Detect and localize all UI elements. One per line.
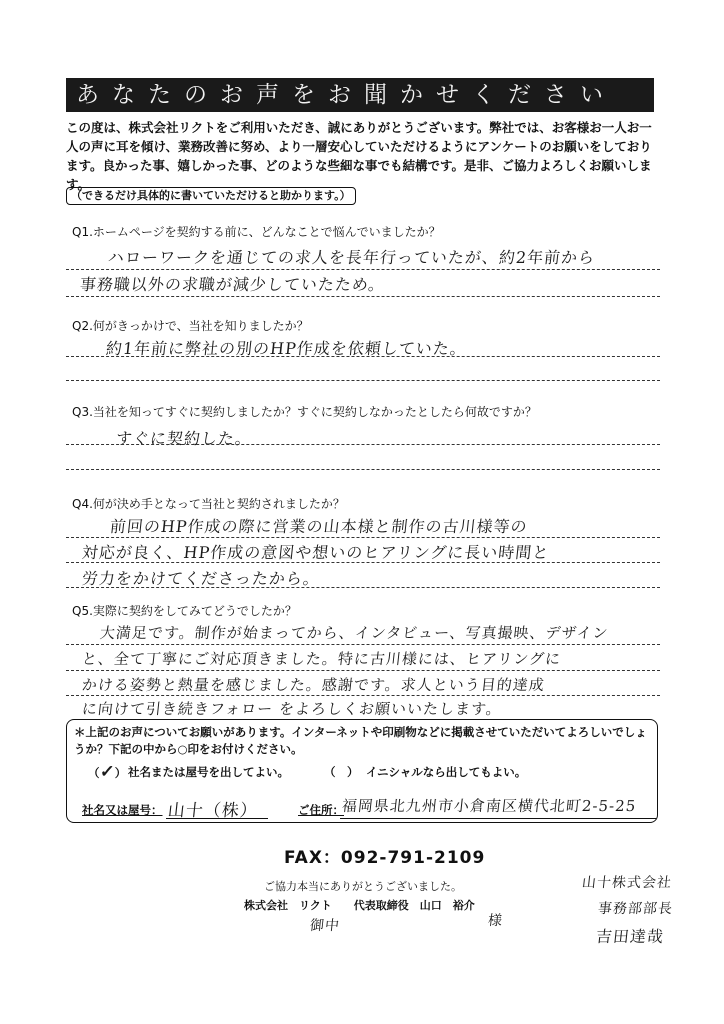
question-1-answer-line-1: ハローワークを通じての求人を長年行っていたが、約2年前から	[106, 248, 597, 267]
question-4-answer-line-2: 対応が良く、HP作成の意図や想いのヒアリングに長い時間と	[80, 543, 551, 562]
company-name-underline	[166, 818, 268, 819]
question-5-answer-line-2: と、全て丁寧にご対応頂きました。特に古川様には、ヒアリングに	[81, 650, 563, 668]
answer-rule	[66, 444, 660, 445]
permission-text: ＊上記のお声についてお願いがあります。インターネットや印刷物などに掲載させていただいてよろしいでしょうか？下記の中から○印をお付けください。	[74, 725, 647, 756]
intro-text: この度は、株式会社リクトをご利用いただき、誠にありがとうございます。弊社では、お客様お一人お一人の声に耳を傾け、業務改善に努め、より一層安心していただけるようにアンケートのお願いをしております。良かった事、嬉しかった事、どのような些細な事でも結構です。是非、ご協力よろしくお願いします。	[66, 120, 652, 192]
answer-rule	[66, 537, 660, 538]
question-4-answer-line-1: 前回のHP作成の際に営業の山本様と制作の古川様等の	[108, 517, 529, 536]
address-label: ご住所：	[298, 803, 344, 817]
signature-title: 事務部部長	[597, 901, 674, 917]
answer-rule	[66, 380, 660, 381]
option-2-checkbox[interactable]: （ ）	[324, 765, 359, 779]
option-1-label: 社名または屋号を出してよい。	[128, 765, 289, 779]
answer-rule	[66, 269, 660, 270]
option-2-label: イニシャルなら出してもよい。	[366, 765, 527, 779]
question-5-answer-line-1: 大満足です。制作が始まってから、インタビュー、写真撮映、デザイン	[99, 624, 610, 642]
question-5-answer-line-3: かける姿勢と熱量を感じました。感謝です。求人という目的達成	[81, 676, 546, 694]
answer-rule	[66, 587, 660, 588]
question-4-answer-line-3: 労力をかけてくださったから。	[80, 569, 321, 588]
question-5-answer-line-4: に向けて引き続きフォロー をよろしくお願いいたします。	[81, 700, 503, 718]
address-underline	[340, 818, 656, 819]
question-2-answer-line-1: 約1年前に弊社の別のHP作成を依頼していた。	[104, 339, 468, 358]
page-title: あなたのお声をお聞かせください	[66, 78, 654, 112]
question-3-answer-line-1: すぐに契約した。	[114, 429, 253, 448]
option-1-checkbox[interactable]: （✓）	[88, 762, 127, 782]
answer-rule	[66, 670, 660, 671]
address-value: 福岡県北九州市小倉南区横代北町2-5-25	[341, 797, 638, 815]
checkmark-icon: ✓	[98, 762, 116, 782]
signature-name: 吉田達哉	[594, 927, 665, 946]
signature-company: 山十株式会社	[581, 875, 673, 891]
instruction-note: （できるだけ具体的に書いていただけると助かります。）	[66, 187, 356, 205]
answer-rule	[66, 562, 660, 563]
question-4-label: Q4.何が決め手となって当社と契約されましたか？	[72, 497, 345, 511]
question-1-label: Q1.ホームページを契約する前に、どんなことで悩んでいましたか？	[72, 225, 441, 239]
company-info: 株式会社 リクト 代表取締役 山口 裕介	[244, 899, 475, 912]
sama-handwritten: 様	[487, 913, 504, 929]
answer-rule	[66, 296, 660, 297]
question-5-label: Q5.実際に契約をしてみてどうでしたか？	[72, 604, 297, 618]
question-2-label: Q2.何がきっかけで、当社を知りましたか？	[72, 319, 309, 333]
question-3-label: Q3.当社を知ってすぐに契約しましたか？すぐに契約しなかったとしたら何故ですか？	[72, 405, 537, 419]
company-name-value: 山十（株）	[166, 801, 259, 821]
thanks-text: ご協力本当にありがとうございました。	[264, 880, 462, 893]
answer-rule	[66, 695, 660, 696]
answer-rule	[66, 356, 660, 357]
company-name-label: 社名又は屋号：	[82, 803, 163, 817]
onchu-handwritten: 御中	[309, 918, 341, 934]
question-1-answer-line-2: 事務職以外の求職が減少していたため。	[78, 275, 387, 294]
answer-rule	[66, 644, 660, 645]
answer-rule	[66, 469, 660, 470]
fax-number: FAX：092-791-2109	[284, 848, 486, 868]
